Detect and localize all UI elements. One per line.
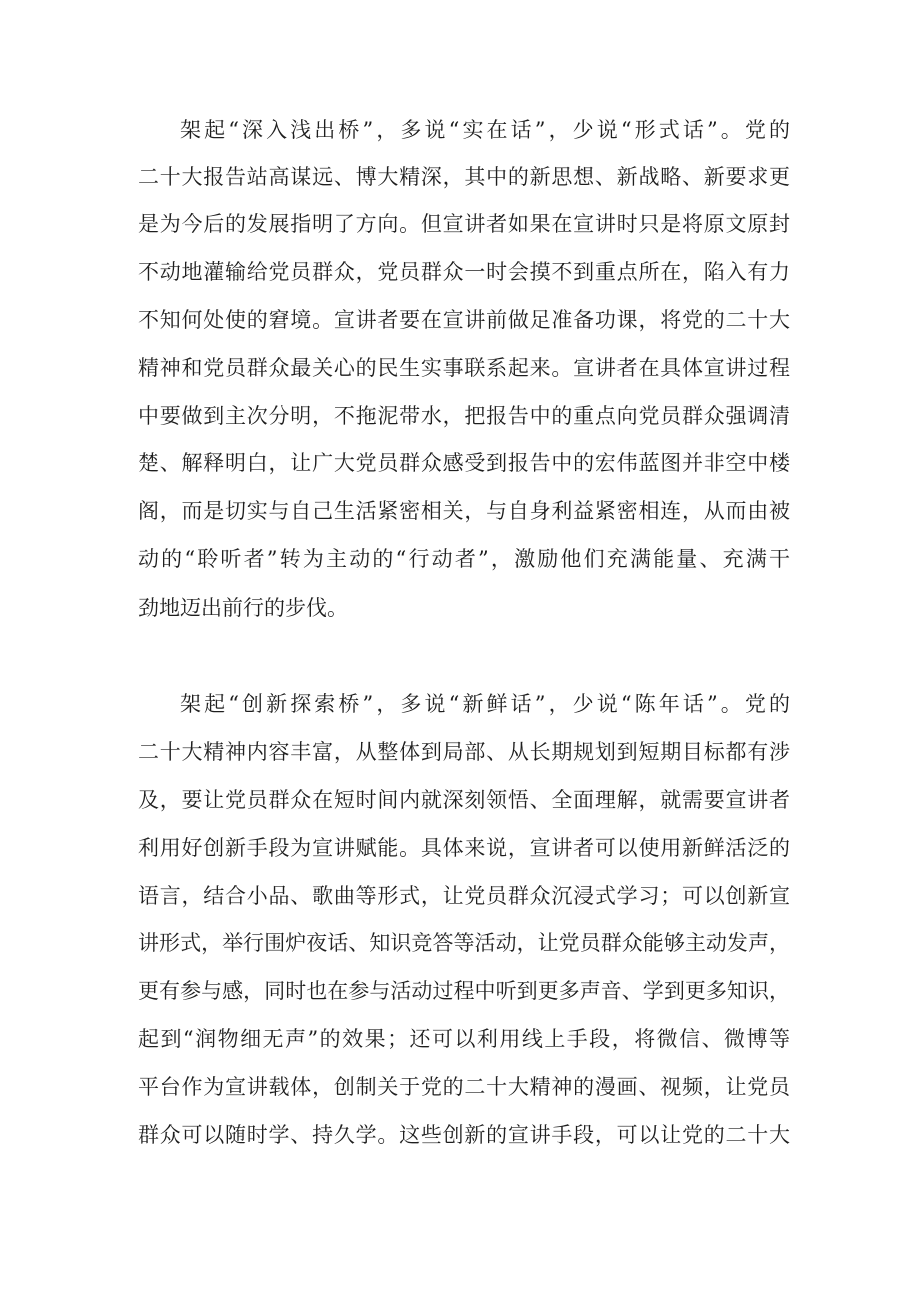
paragraph-line: 是为今后的发展指明了方向。但宣讲者如果在宣讲时只是将原文原封 bbox=[138, 212, 790, 236]
paragraph-line: 动的“聆听者”转为主动的“行动者”，激励他们充满能量、充满干 bbox=[138, 547, 790, 571]
paragraph-line: 中要做到主次分明，不拖泥带水，把报告中的重点向党员群众强调清 bbox=[138, 404, 790, 428]
paragraph-line: 劲地迈出前行的步伐。 bbox=[138, 596, 348, 620]
paragraph-line: 架起“创新探索桥”，多说“新鲜话”，少说“陈年话”。党的 bbox=[180, 692, 790, 716]
paragraph-line: 楚、解释明白，让广大党员群众感受到报告中的宏伟蓝图并非空中楼 bbox=[138, 451, 790, 475]
paragraph-line: 起到“润物细无声”的效果；还可以利用线上手段，将微信、微博等 bbox=[138, 1027, 790, 1051]
paragraph-line: 平台作为宣讲载体，创制关于党的二十大精神的漫画、视频，让党员 bbox=[138, 1075, 790, 1099]
paragraph-line: 群众可以随时学、持久学。这些创新的宣讲手段，可以让党的二十大 bbox=[138, 1123, 790, 1147]
paragraph-line: 讲形式，举行围炉夜话、知识竞答等活动，让党员群众能够主动发声， bbox=[138, 931, 790, 955]
paragraph-line: 及，要让党员群众在短时间内就深刻领悟、全面理解，就需要宣讲者 bbox=[138, 788, 790, 812]
paragraph-line: 更有参与感，同时也在参与活动过程中听到更多声音、学到更多知识， bbox=[138, 979, 790, 1003]
paragraph-line: 二十大精神内容丰富，从整体到局部、从长期规划到短期目标都有涉 bbox=[138, 740, 790, 764]
paragraph-line: 不知何处使的窘境。宣讲者要在宣讲前做足准备功课，将党的二十大 bbox=[138, 308, 790, 332]
paragraph-line: 不动地灌输给党员群众，党员群众一时会摸不到重点所在，陷入有力 bbox=[138, 260, 790, 284]
paragraph-line: 阁，而是切实与自己生活紧密相关，与自身利益紧密相连，从而由被 bbox=[138, 499, 790, 523]
paragraph-line: 利用好创新手段为宣讲赋能。具体来说，宣讲者可以使用新鲜活泛的 bbox=[138, 836, 790, 860]
paragraph-line: 语言，结合小品、歌曲等形式，让党员群众沉浸式学习；可以创新宣 bbox=[138, 884, 790, 908]
paragraph-line: 架起“深入浅出桥”，多说“实在话”，少说“形式话”。党的 bbox=[180, 118, 790, 142]
paragraph-line: 二十大报告站高谋远、博大精深，其中的新思想、新战略、新要求更 bbox=[138, 165, 790, 189]
paragraph-line: 精神和党员群众最关心的民生实事联系起来。宣讲者在具体宣讲过程 bbox=[138, 356, 790, 380]
